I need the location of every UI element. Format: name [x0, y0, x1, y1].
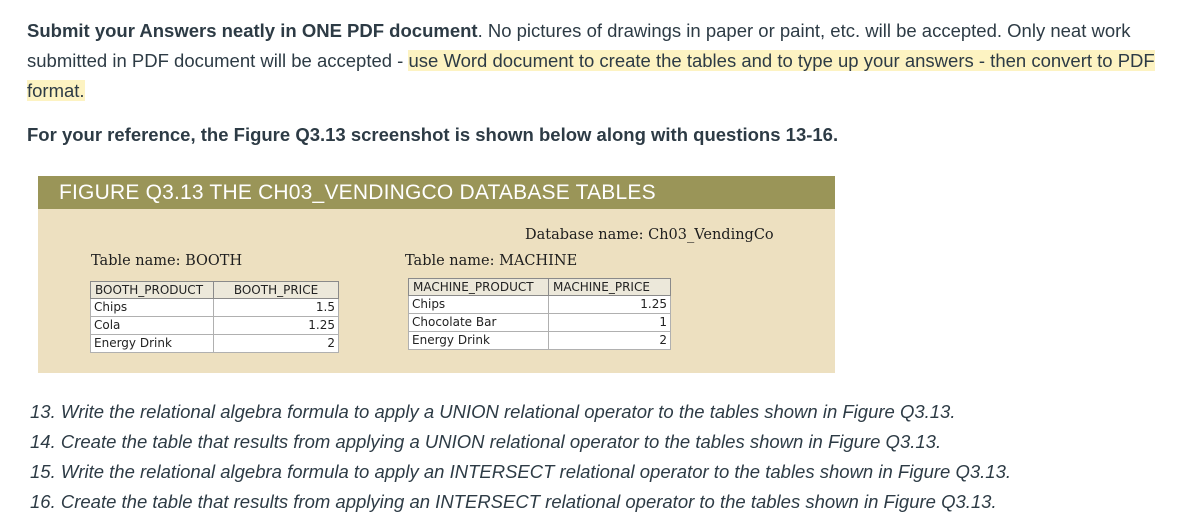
table-header-row [91, 282, 339, 299]
question-16: 16. Create the table that results from applying an INTERSECT relational operator to the tables shown in Figure Q3.13. [30, 491, 997, 512]
table-cell: 1.25 [549, 296, 671, 314]
table-row [409, 296, 671, 314]
question-14: 14. Create the table that results from applying a UNION relational operator to the tables shown in Figure Q3.13. [30, 431, 942, 452]
figure-q3-13 [38, 176, 835, 373]
machine-table [408, 278, 671, 350]
table-cell: 2 [549, 332, 671, 350]
table-cell: 2 [214, 335, 339, 353]
table-row [91, 299, 339, 317]
booth-table-name: Table name: BOOTH [91, 253, 243, 269]
submission-instructions [27, 16, 1177, 106]
table-cell: 1.25 [214, 317, 339, 335]
database-name: Database name: Ch03_VendingCo [525, 227, 774, 243]
table-row [409, 314, 671, 332]
question-15: 15. Write the relational algebra formula to apply an INTERSECT relational operator to the tables shown in Figure Q3.13. [30, 461, 1012, 482]
booth-table [90, 281, 339, 353]
table-cell: Energy Drink [91, 335, 214, 353]
table-cell: Chips [91, 299, 214, 317]
table-row [91, 317, 339, 335]
table-cell: Energy Drink [409, 332, 549, 350]
table-cell: Cola [91, 317, 214, 335]
instructions-highlight: use Word document to create the tables and to type up your answers - then convert to PDF format. [27, 50, 1155, 101]
instructions-bold: Submit your Answers neatly in ONE PDF document [27, 20, 478, 41]
question-list [30, 397, 1011, 517]
reference-note: For your reference, the Figure Q3.13 screenshot is shown below along with questions 13-16. [27, 124, 839, 145]
table-cell: Chocolate Bar [409, 314, 549, 332]
table-cell: 1.5 [214, 299, 339, 317]
table-cell: Chips [409, 296, 549, 314]
question-13: 13. Write the relational algebra formula to apply a UNION relational operator to the tables shown in Figure Q3.13. [30, 401, 956, 422]
column-header: BOOTH_PRODUCT [91, 282, 214, 299]
column-header: MACHINE_PRODUCT [409, 279, 549, 296]
column-header: MACHINE_PRICE [549, 279, 671, 296]
instructions-text: . No pictures of drawings in paper or paint, etc. will be accepted. Only neat work submitted in PDF document will be accepted - [27, 20, 1131, 71]
table-header-row [409, 279, 671, 296]
column-header: BOOTH_PRICE [214, 282, 339, 299]
figure-title: FIGURE Q3.13 THE CH03_VENDINGCO DATABASE TABLES [38, 176, 835, 209]
table-row [409, 332, 671, 350]
machine-table-name: Table name: MACHINE [405, 253, 578, 269]
table-row [91, 335, 339, 353]
table-cell: 1 [549, 314, 671, 332]
